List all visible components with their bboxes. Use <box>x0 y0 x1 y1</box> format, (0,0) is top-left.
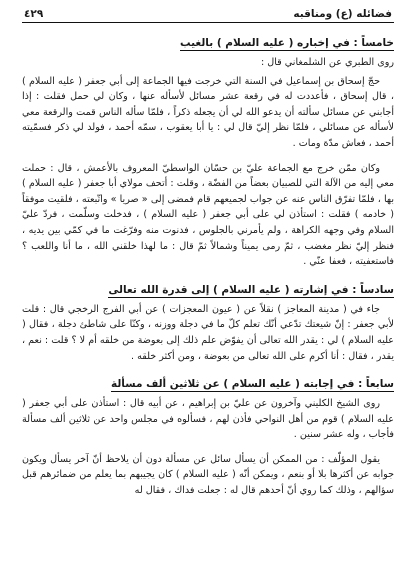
running-title: فضائله (ع) ومناقبه <box>293 8 392 20</box>
page-header <box>22 8 394 22</box>
paragraph: روى الشيخ الكليني وآخرون عن عليّ بن إبراهيم ، عن أبيه قال : استأذن على أبي جعفر ( عليه السلام ) قوم من أهل النواحي فأذن لهم ، فسألوه في مجلس واحد عن ثلاثين ألف مسألة فأجاب ، وله عشر سنين . <box>22 398 394 441</box>
paragraph: يقول المؤلّف : من الممكن أن يسأل سائل عن مسألة دون أن يلاحظ أنّ آخر يسأل ويكون جوابه عن أكثرها بلا أو بنعم ، ويمكن أنّه ( عليه السلام ) كان يجيبهم بما يعلم من ضمائرهم قبل سؤالهم ، وذلك كما روي أنّ أحدهم قال له : جعلت فداك ، فقال له <box>22 453 394 497</box>
paragraph: روى الطبري عن الشلمغاني قال : <box>260 57 394 68</box>
section-heading-text: خامساً : في إخباره ( عليه السلام ) بالغيب <box>180 37 394 49</box>
section-heading <box>22 284 394 296</box>
paragraph: حجّ إسحاق بن إسماعيل في السنة التي خرجت فيها الجماعة إلى أبي جعفر ( عليه السلام ) ، قال إسحاق ، فأعددت له في رقعة عشر مسائل لأسأله عنها ، وكان لي حمل فقلت : إذا أجابني عن مسائل سألته أن يدعو الله لي أن يجعله ذكراً ، فلمّا سأله الناس قمت والرقعة معي لأسأله عن مسائلي ، فلمّا نظر إليّ قال لي : يا أبا يعقوب ، سمّه أحمد ، فولد لي ذكر فسمّيته أحمد ، فعاش مدّة ومات . <box>22 75 394 149</box>
section-heading-text: سابعاً : في إجابته ( عليه السلام ) عن ثلاثين ألف مسألة <box>111 378 394 391</box>
section-heading-text: سادساً : في إشارته ( عليه السلام ) إلى قدرة الله تعالى <box>108 283 394 296</box>
section-heading <box>22 37 394 49</box>
page-number: ٤٢٩ <box>24 8 44 20</box>
paragraph: جاء في ( مدينة المعاجز ) نقلاً عن ( عيون المعجزات ) عن أبي الفرج الرخجي قال : قلت لأبي جعفر : إنّ شيعتك تدّعي أنّك تعلم كلّ ما في دجلة ووزنه ، وكنّا على شاطئ دجلة ، فقال ( عليه السلام ) لي : يقدر الله تعالى أن يفوّض علم ذلك إلى بعوضة من خلقه أم لا ؟ قلت : نعم ، يقدر ، فقال : أنا أكرم على الله تعالى من بعوضة ، ومن أكثر خلقه . <box>22 303 394 362</box>
section-heading <box>22 378 394 390</box>
paragraph: وكان ممّن خرج مع الجماعة عليّ بن حسّان الواسطيّ المعروف بالأعمش ، قال : حملت معي إليه من الآلة التي للصبيان بعضاً من الفضّة ، وقلت : أتحف مولاي أبا جعفر ( عليه السلام ) بها ، فلمّا تفرّق الناس عنه عن جواب لجميعهم قام فمضى إلى « صريا » واتّبعته ، فلقيت موفقاً ( خادمه ) فقلت : استأذن لي على أبي جعفر ( عليه السلام ) ، فدخلت وسلّمت ، فردّ عليّ السلام وفي وجهه الكراهة ، ولم يأمرني بالجلوس ، فدنوت منه وفرّغت ما في كمّي بين يديه ، فنظر إليّ نظر مغضب ، ثمّ رمى يميناً وشمالاً ثمّ قال : ما لهذا خلقني الله ، ما أنا واللعب ؟ فاستعفيته ، فعفا عنّي . <box>22 162 394 268</box>
header-rule <box>22 22 394 23</box>
